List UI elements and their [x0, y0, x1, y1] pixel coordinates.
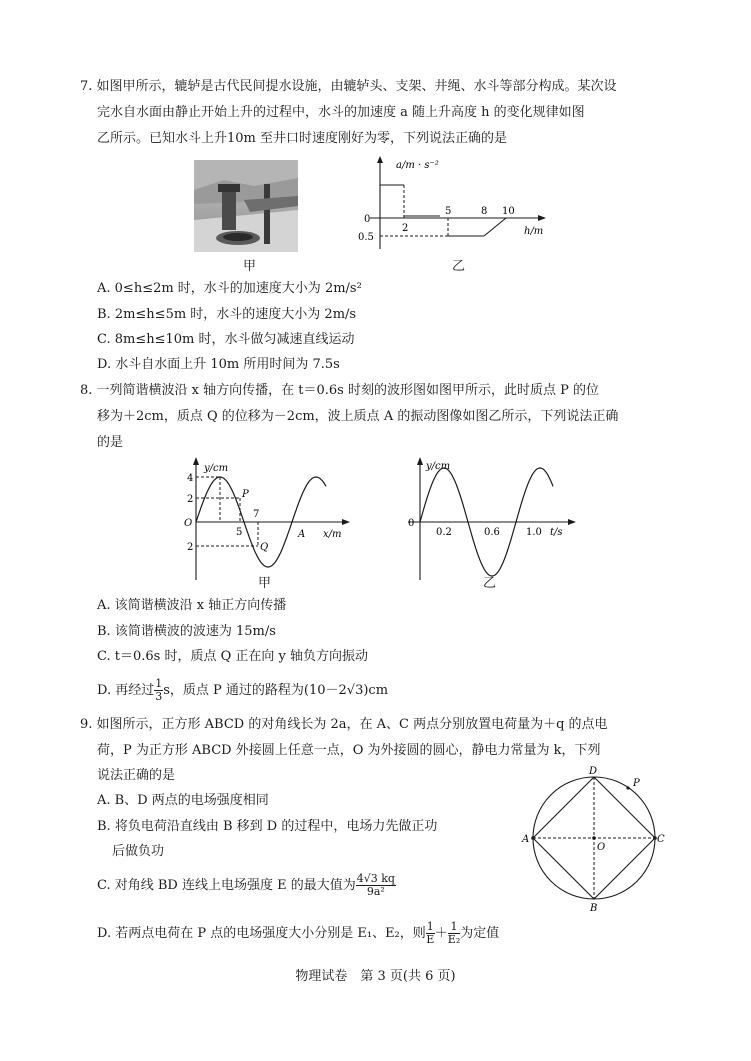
q9-fig-label-o: O — [597, 842, 606, 853]
q8-option-d-fraction — [154, 678, 163, 703]
q8-vib-origin: 0 — [408, 518, 415, 529]
q9-d-f2-num: 1 — [448, 921, 460, 934]
q7-graph-tick-8: 8 — [481, 206, 488, 217]
q9-option-d-frac2 — [448, 921, 460, 946]
q8-option-d-pre: D. 再经过 — [97, 683, 155, 698]
q8-stem-line2: 移为＋2cm，质点 Q 的位移为－2cm，波上质点 A 的振动图像如图乙所示，下列说法正确 — [97, 409, 619, 424]
q8-wave-x5: 5 — [236, 527, 243, 538]
q8-vib-t2: 0.6 — [484, 527, 500, 538]
q7-graph-tick-10: 10 — [502, 206, 515, 217]
q8-option-c: C. t＝0.6s 时，质点 Q 正在向 y 轴负方向振动 — [97, 649, 368, 664]
q8-d-num: 1 — [155, 677, 163, 690]
q8-wave-ylabel: y/cm — [204, 463, 229, 474]
q9-fig-label-p: P — [633, 778, 640, 789]
q9-circle-figure — [515, 762, 675, 914]
q8-graph-caption-yi: 乙 — [483, 576, 497, 591]
q7-graph-tick-5: 5 — [445, 206, 452, 217]
q9-option-c — [97, 870, 396, 902]
q9-stem-line3: 说法正确的是 — [97, 768, 176, 783]
q8-wave-origin: O — [184, 518, 193, 529]
q8-wave-point-p: P — [242, 489, 249, 500]
q8-d-den: 3 — [155, 690, 163, 703]
q7-stem-line3: 乙所示。已知水斗上升10m 至井口时速度刚好为零，下列说法正确的是 — [97, 131, 508, 146]
q9-fig-label-b: B — [590, 903, 598, 914]
q9-c-num: 4√3 kq — [356, 872, 395, 885]
q9-fig-label-a: A — [522, 834, 530, 845]
q7-option-d: D. 水斗自水面上升 10m 所用时间为 7.5s — [97, 357, 340, 372]
q9-option-d-post: 为定值 — [460, 926, 500, 941]
q8-option-d — [97, 676, 388, 706]
q9-option-b-line2: 后做负功 — [112, 844, 165, 859]
q8-option-a: A. 该简谐横波沿 x 轴正方向传播 — [97, 598, 287, 613]
q7-graph-xlabel: h/m — [524, 226, 544, 237]
q8-wave-y2: 2 — [187, 494, 194, 505]
q8-graph-caption-jia: 甲 — [258, 576, 272, 591]
q8-vib-xlabel: t/s — [550, 527, 563, 538]
q8-wave-xlabel: x/m — [323, 529, 342, 540]
q7-fig-label-yi: 乙 — [452, 259, 466, 274]
q8-stem-line1: 8. 一列简谐横波沿 x 轴方向传播，在 t＝0.6s 时刻的波形图如图甲所示，此时质点 P 的位 — [80, 383, 599, 398]
q8-vibration-graph — [398, 455, 578, 585]
q8-vib-ylabel: y/cm — [426, 461, 451, 472]
q9-d-f1-num: 1 — [426, 920, 434, 933]
q8-wave-x7: 7 — [253, 509, 260, 520]
q9-option-c-pre: C. 对角线 BD 连线上电场强度 E 的最大值为 — [97, 878, 356, 893]
q7-option-a: A. 0≤h≤2m 时，水斗的加速度大小为 2m/s² — [97, 281, 362, 296]
q8-wave-y4: 4 — [187, 473, 194, 484]
q7-graph-ylabel: a/m · s⁻² — [396, 160, 439, 171]
q9-stem-line2: 荷，P 为正方形 ABCD 外接圆上任意一点，O 为外接圆的圆心，静电力常量为 k，下列 — [97, 743, 601, 758]
q7-stem-line2: 完水自水面由静止开始上升的过程中，水斗的加速度 a 随上升高度 h 的变化规律如图 — [97, 105, 585, 120]
q7-stem-line1: 7. 如图甲所示，辘轳是古代民间提水设施，由辘轳头、支架、井绳、水斗等部分构成。某次设 — [80, 79, 617, 94]
page-footer: 物理试卷 第 3 页(共 6 页) — [295, 969, 456, 984]
q8-stem-line3: 的是 — [97, 435, 124, 450]
q8-option-d-post: s，质点 P 通过的路程为(10－2√3)cm — [163, 683, 389, 698]
q9-stem-line1: 9. 如图所示，正方形 ABCD 的对角线长为 2a，在 A、C 两点分别放置电荷量为＋q 的点电 — [80, 717, 608, 732]
q9-option-d-frac1 — [426, 921, 435, 946]
q7-option-c: C. 8m≤h≤10m 时，水斗做匀减速直线运动 — [97, 332, 355, 347]
q9-d-f2-den: E₂ — [447, 933, 461, 946]
q9-option-a: A. B、D 两点的电场强度相同 — [97, 793, 269, 808]
q7-graph-origin: 0 — [364, 214, 371, 225]
q7-fig-label-jia: 甲 — [243, 259, 257, 274]
q7-option-b: B. 2m≤h≤5m 时，水斗的速度大小为 2m/s — [97, 307, 357, 322]
q7-graph-tick-2: 2 — [402, 223, 409, 234]
q9-fig-label-d: D — [589, 766, 598, 777]
q7-photo-windlass — [194, 160, 298, 252]
q8-wave-point-a: A — [298, 529, 306, 540]
q9-d-f1-den: E — [426, 933, 435, 946]
q8-vib-t3: 1.0 — [526, 527, 542, 538]
q9-option-d: D. 若两点电荷在 P 点的电场强度大小分别是 E₁、E₂，则 $\frac{1}{E}$ ＋ $\frac{1}{\text{E₂}}$ 为定值 — [97, 920, 500, 946]
q8-vib-t1: 0.2 — [436, 527, 452, 538]
q9-option-d-pre: D. 若两点电荷在 P 点的电场强度大小分别是 E₁、E₂，则 — [97, 926, 426, 941]
q8-option-b: B. 该简谐横波的波速为 15m/s — [97, 624, 276, 639]
q9-fig-label-c: C — [657, 834, 665, 845]
q9-c-den: 9a² — [366, 885, 385, 898]
q8-wave-y-neg2: 2 — [187, 542, 194, 553]
q9-option-c-fraction — [356, 873, 396, 898]
q9-option-b-line1: B. 将负电荷沿直线由 B 移到 D 的过程中，电场力先做正功 — [97, 819, 438, 834]
q8-wave-graph — [180, 455, 350, 585]
q7-graph-a-h — [352, 154, 552, 254]
q8-wave-point-q: Q — [260, 542, 269, 553]
q7-graph-neg: 0.5 — [358, 232, 374, 243]
